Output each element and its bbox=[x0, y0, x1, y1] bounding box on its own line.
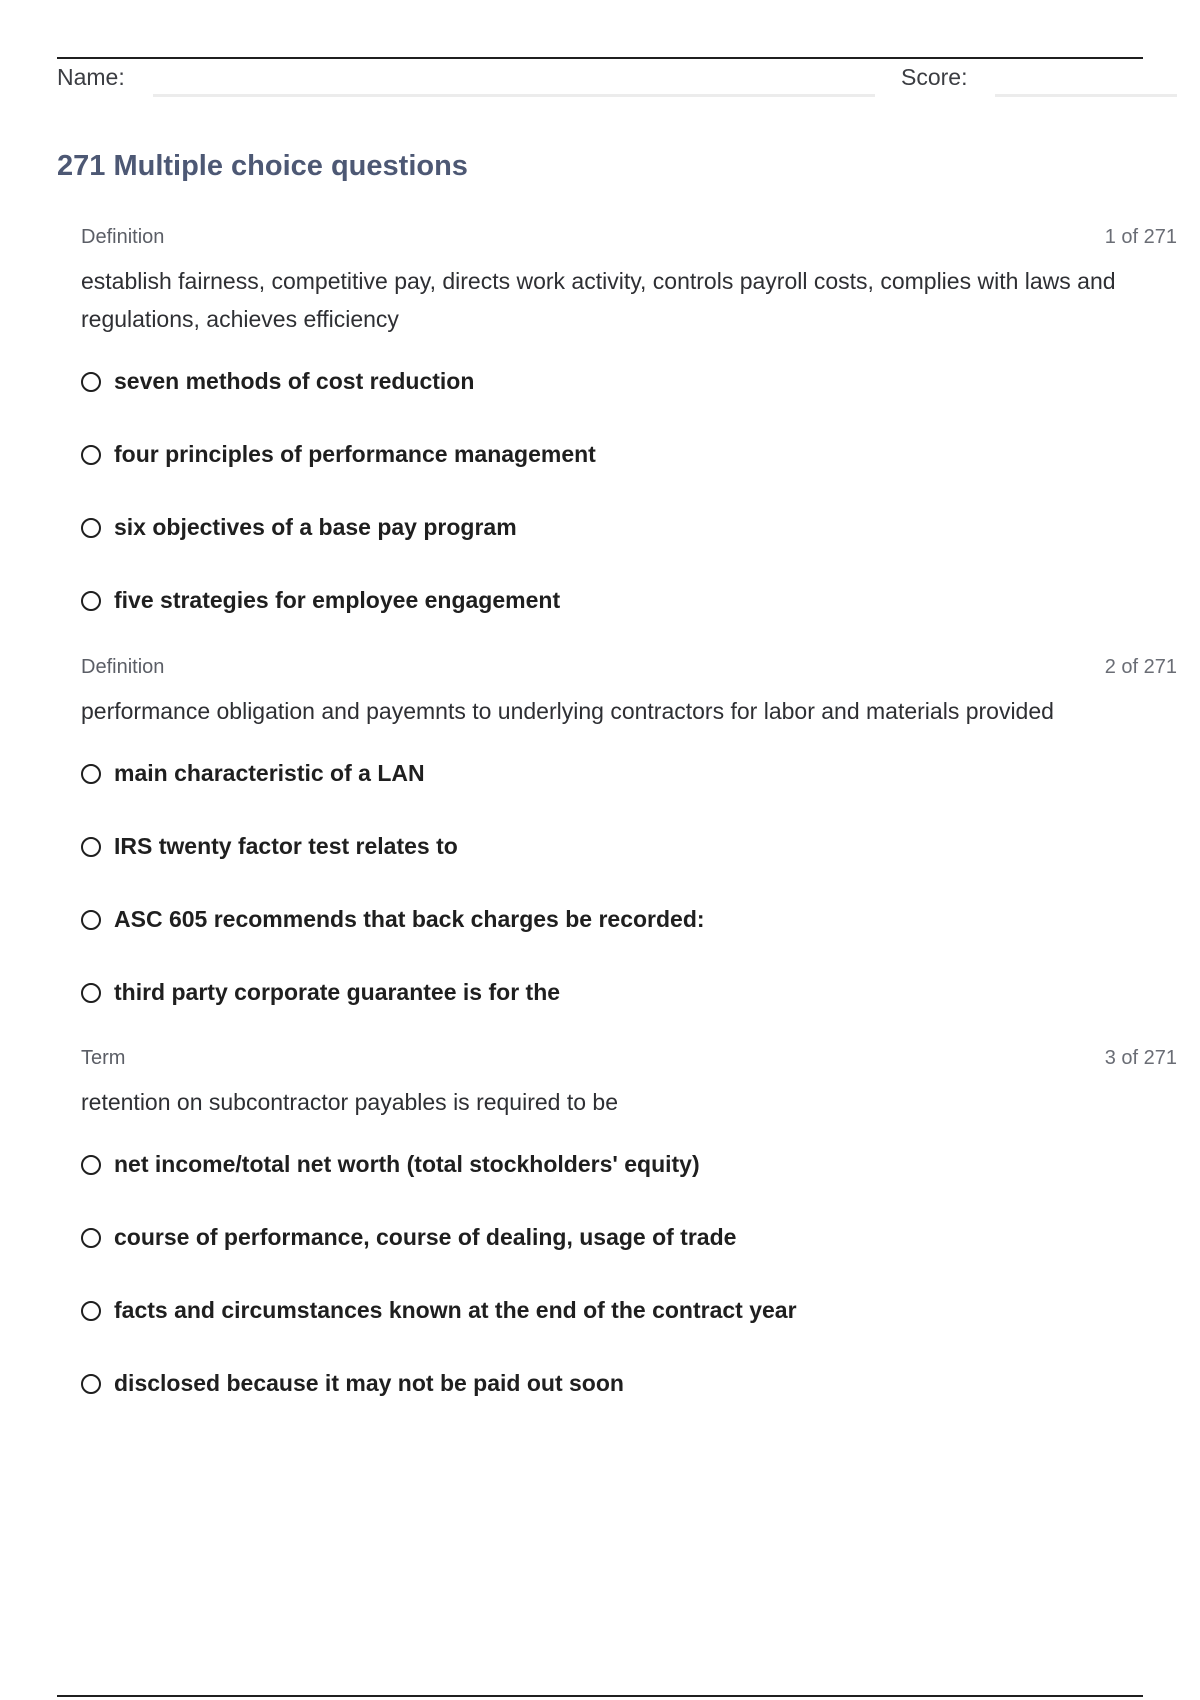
score-label: Score: bbox=[901, 64, 968, 90]
answer-option[interactable] bbox=[81, 827, 1177, 900]
radio-button-icon[interactable] bbox=[81, 445, 101, 465]
radio-button-icon[interactable] bbox=[81, 1374, 101, 1394]
name-field[interactable] bbox=[153, 94, 875, 97]
radio-button-icon[interactable] bbox=[81, 764, 101, 784]
answer-option[interactable] bbox=[81, 362, 1177, 435]
question-counter: 2 of 271 bbox=[1104, 656, 1177, 678]
answer-option[interactable] bbox=[81, 581, 1177, 654]
answer-option-text: third party corporate guarantee is for the bbox=[114, 979, 561, 1005]
question-type: Definition bbox=[81, 226, 165, 248]
page-title: 271 Multiple choice questions bbox=[57, 150, 468, 182]
answer-options bbox=[81, 754, 1177, 1046]
answer-option[interactable] bbox=[81, 1218, 1177, 1291]
answer-option-text: six objectives of a base pay program bbox=[114, 514, 517, 540]
radio-button-icon[interactable] bbox=[81, 372, 101, 392]
radio-button-icon[interactable] bbox=[81, 1228, 101, 1248]
answer-option-text: course of performance, course of dealing, usage of trade bbox=[114, 1224, 737, 1250]
top-rule bbox=[57, 57, 1143, 59]
answer-option-text: main characteristic of a LAN bbox=[114, 760, 425, 786]
answer-option[interactable] bbox=[81, 1291, 1177, 1364]
score-field[interactable] bbox=[995, 94, 1177, 97]
radio-button-icon[interactable] bbox=[81, 518, 101, 538]
answer-option[interactable] bbox=[81, 1145, 1177, 1218]
answer-option[interactable] bbox=[81, 900, 1177, 973]
question-1 bbox=[81, 226, 1177, 654]
answer-option-text: seven methods of cost reduction bbox=[114, 368, 475, 394]
answer-option-text: ASC 605 recommends that back charges be recorded: bbox=[114, 906, 705, 932]
radio-button-icon[interactable] bbox=[81, 910, 101, 930]
answer-option-text: four principles of performance management bbox=[114, 441, 596, 467]
answer-option-text: disclosed because it may not be paid out soon bbox=[114, 1370, 624, 1396]
answer-option-text: net income/total net worth (total stockholders' equity) bbox=[114, 1151, 700, 1177]
question-prompt: performance obligation and payemnts to underlying contractors for labor and materials provided bbox=[81, 698, 1054, 724]
answer-option-text: IRS twenty factor test relates to bbox=[114, 833, 458, 859]
name-score-row bbox=[57, 62, 1177, 102]
question-prompt: retention on subcontractor payables is required to be bbox=[81, 1089, 618, 1115]
bottom-rule bbox=[57, 1695, 1143, 1697]
question-type: Definition bbox=[81, 656, 165, 678]
question-2 bbox=[81, 656, 1177, 1046]
name-label: Name: bbox=[57, 64, 125, 90]
answer-option[interactable] bbox=[81, 973, 1177, 1046]
question-counter: 1 of 271 bbox=[1104, 226, 1177, 248]
question-counter: 3 of 271 bbox=[1104, 1047, 1177, 1069]
answer-option[interactable] bbox=[81, 754, 1177, 827]
answer-option[interactable] bbox=[81, 435, 1177, 508]
question-type: Term bbox=[81, 1047, 126, 1069]
question-3 bbox=[81, 1047, 1177, 1437]
answer-option-text: five strategies for employee engagement bbox=[114, 587, 561, 613]
radio-button-icon[interactable] bbox=[81, 837, 101, 857]
answer-option[interactable] bbox=[81, 1364, 1177, 1437]
radio-button-icon[interactable] bbox=[81, 1301, 101, 1321]
answer-option-text: facts and circumstances known at the end of the contract year bbox=[114, 1297, 797, 1323]
answer-options bbox=[81, 362, 1177, 654]
question-prompt: establish fairness, competitive pay, directs work activity, controls payroll costs, complies with laws and regulations, achieves efficiency bbox=[81, 268, 1116, 332]
answer-options bbox=[81, 1145, 1177, 1437]
radio-button-icon[interactable] bbox=[81, 1155, 101, 1175]
answer-option[interactable] bbox=[81, 508, 1177, 581]
radio-button-icon[interactable] bbox=[81, 591, 101, 611]
radio-button-icon[interactable] bbox=[81, 983, 101, 1003]
